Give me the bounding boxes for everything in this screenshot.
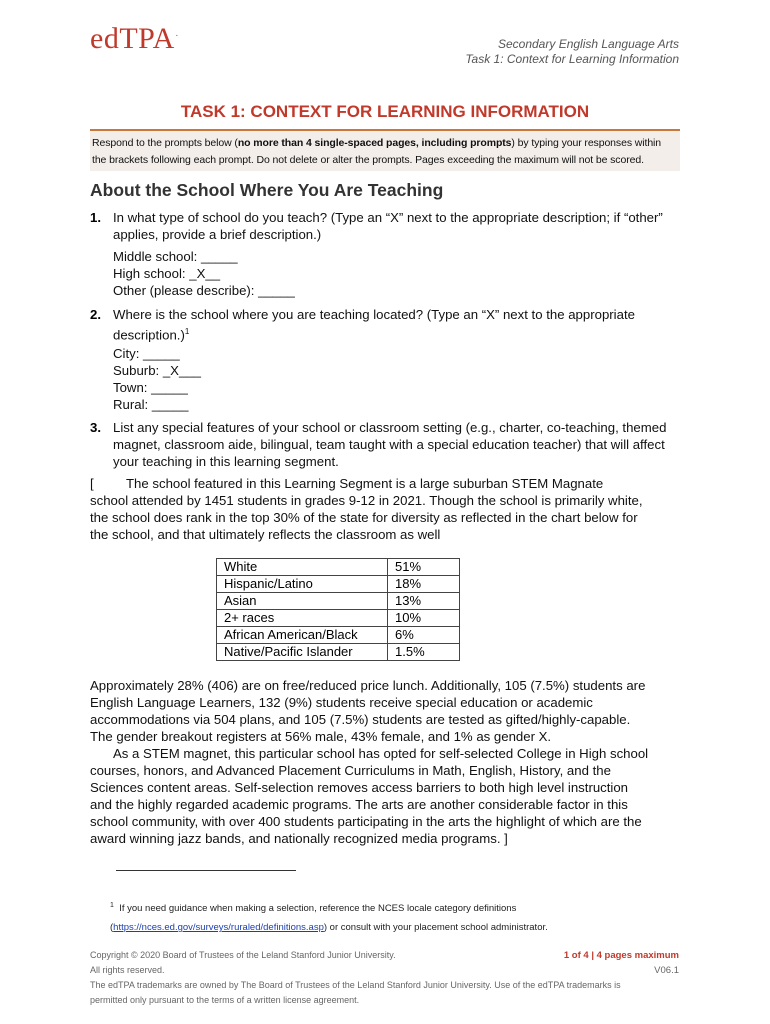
q3-prompt: List any special features of your school or classroom setting (e.g., charter, co-teaching, themed magnet, classroom aide, bilingual, team taught with a special education teacher) that will affect your teaching in this learning segment. — [113, 420, 667, 469]
footer-trademark-2: permitted only pursuant to the terms of a written license agreement. — [90, 995, 360, 1005]
q1-option-high[interactable]: High school: _X__ — [113, 266, 221, 281]
response-bracket-open: [ — [90, 476, 94, 491]
para2-line: The gender breakout registers at 56% male, 43% female, and 1% as gender X. — [90, 729, 552, 744]
q2-footnote-ref[interactable]: 1 — [184, 327, 190, 336]
demographics-row — [217, 576, 460, 593]
para2-line: Approximately 28% (406) are on free/reduced price lunch. Additionally, 105 (7.5%) students are — [90, 678, 646, 693]
demographics-row — [217, 610, 460, 627]
demographic-percent: 13% — [388, 593, 460, 610]
footnote: $^1$ If you need guidance when making a selection, reference the NCES locale category definitions (https://nces.ed.gov/surveys/ruraled/definitions.asp) or consult with your placement school administrator. — [110, 902, 548, 934]
demographic-group: Native/Pacific Islander — [217, 644, 388, 661]
q1-prompt: In what type of school do you teach? (Type an “X” next to the appropriate description; if “other” applies, provide a brief description.) — [113, 210, 663, 242]
logo-mark: . — [175, 28, 179, 38]
footnote-mark: 1 — [110, 902, 114, 909]
footer-copyright: Copyright © 2020 Board of Trustees of the Leland Stanford Junior University. — [90, 950, 396, 960]
demographic-percent: 6% — [388, 627, 460, 644]
response-line: the school, and that ultimately reflects the classroom as well — [90, 527, 441, 542]
instructions-bold: no more than 4 single-spaced pages, including prompts — [237, 137, 512, 149]
nces-definitions-link[interactable]: https://nces.ed.gov/surveys/ruraled/definitions.asp — [113, 922, 324, 934]
edtpa-logo: edTPA. — [90, 22, 179, 55]
demographic-percent: 10% — [388, 610, 460, 627]
demographics-row — [217, 627, 460, 644]
demographics-row — [217, 644, 460, 661]
para3-line: and the highly regarded academic programs. The arts are another considerable factor in this — [90, 797, 628, 812]
demographics-row — [217, 593, 460, 610]
para2-line: accommodations via 504 plans, and 105 (7.5%) students are tested as gifted/highly-capable. — [90, 712, 631, 727]
demographics-table — [216, 558, 460, 661]
para3-line: courses, honors, and Advanced Placement Curriculums in Math, English, History, and the — [90, 763, 611, 778]
response-line: The school featured in this Learning Segment is a large suburban STEM Magnate — [126, 476, 604, 491]
para3-line: award winning jazz bands, and nationally recognized media programs. ] — [90, 831, 508, 846]
footer-rights: All rights reserved. — [90, 965, 165, 975]
demographic-group: Hispanic/Latino — [217, 576, 388, 593]
demographic-group: Asian — [217, 593, 388, 610]
q1-option-other[interactable]: Other (please describe): _____ — [113, 283, 295, 298]
para3-line: As a STEM magnet, this particular school has opted for self-selected College in High school — [113, 746, 649, 761]
demographic-group: 2+ races — [217, 610, 388, 627]
footer-trademark-1: The edTPA trademarks are owned by The Board of Trustees of the Leland Stanford Junior University. Use of the edTPA trademarks is — [90, 980, 621, 990]
demographic-percent: 51% — [388, 559, 460, 576]
subject-label: Secondary English Language Arts — [497, 37, 679, 51]
instructions-box: Respond to the prompts below (no more than 4 single-spaced pages, including prompts) by typing your responses within the brackets following each prompt. Do not delete or alter the prompts. Pages exceeding the maximum will not be scored. — [90, 129, 680, 171]
page-title: TASK 1: CONTEXT FOR LEARNING INFORMATION — [180, 102, 590, 121]
demographic-group: African American/Black — [217, 627, 388, 644]
version-label: V06.1 — [654, 965, 679, 976]
demographic-percent: 18% — [388, 576, 460, 593]
para3-line: school community, with over 400 students participating in the arts the highlight of which are the — [90, 814, 642, 829]
q1-option-middle[interactable]: Middle school: _____ — [113, 249, 238, 264]
footnote-divider — [116, 870, 296, 871]
q2-option-rural[interactable]: Rural: _____ — [113, 397, 189, 412]
para3-line: Sciences content areas. Self-selection removes access barriers to both high level instruction — [90, 780, 629, 795]
q2-prompt: Where is the school where you are teaching located? (Type an “X” next to the appropriate description.)$^1$ — [113, 307, 635, 343]
page-count: 1 of 4 | 4 pages maximum — [563, 950, 679, 961]
section-heading: About the School Where You Are Teaching — [90, 180, 444, 200]
q3-number: 3. — [90, 420, 101, 435]
para2-line: English Language Learners, 132 (9%) students receive special education or academic — [90, 695, 593, 710]
running-header — [465, 37, 679, 67]
demographic-group: White — [217, 559, 388, 576]
demographic-percent: 1.5% — [388, 644, 460, 661]
q2-option-city[interactable]: City: _____ — [113, 346, 180, 361]
demographics-row — [217, 559, 460, 576]
q2-option-suburb[interactable]: Suburb: _X___ — [113, 363, 201, 378]
q1-number: 1. — [90, 210, 101, 225]
footer-page-info — [564, 948, 679, 978]
response-line: the school does rank in the top 30% of the state for diversity as reflected in the chart below for — [90, 510, 638, 525]
response-line: school attended by 1451 students in grades 9-12 in 2021. Though the school is primarily white, — [90, 493, 643, 508]
q2-number: 2. — [90, 307, 101, 322]
q2-option-town[interactable]: Town: _____ — [113, 380, 188, 395]
task-label: Task 1: Context for Learning Information — [465, 52, 679, 66]
